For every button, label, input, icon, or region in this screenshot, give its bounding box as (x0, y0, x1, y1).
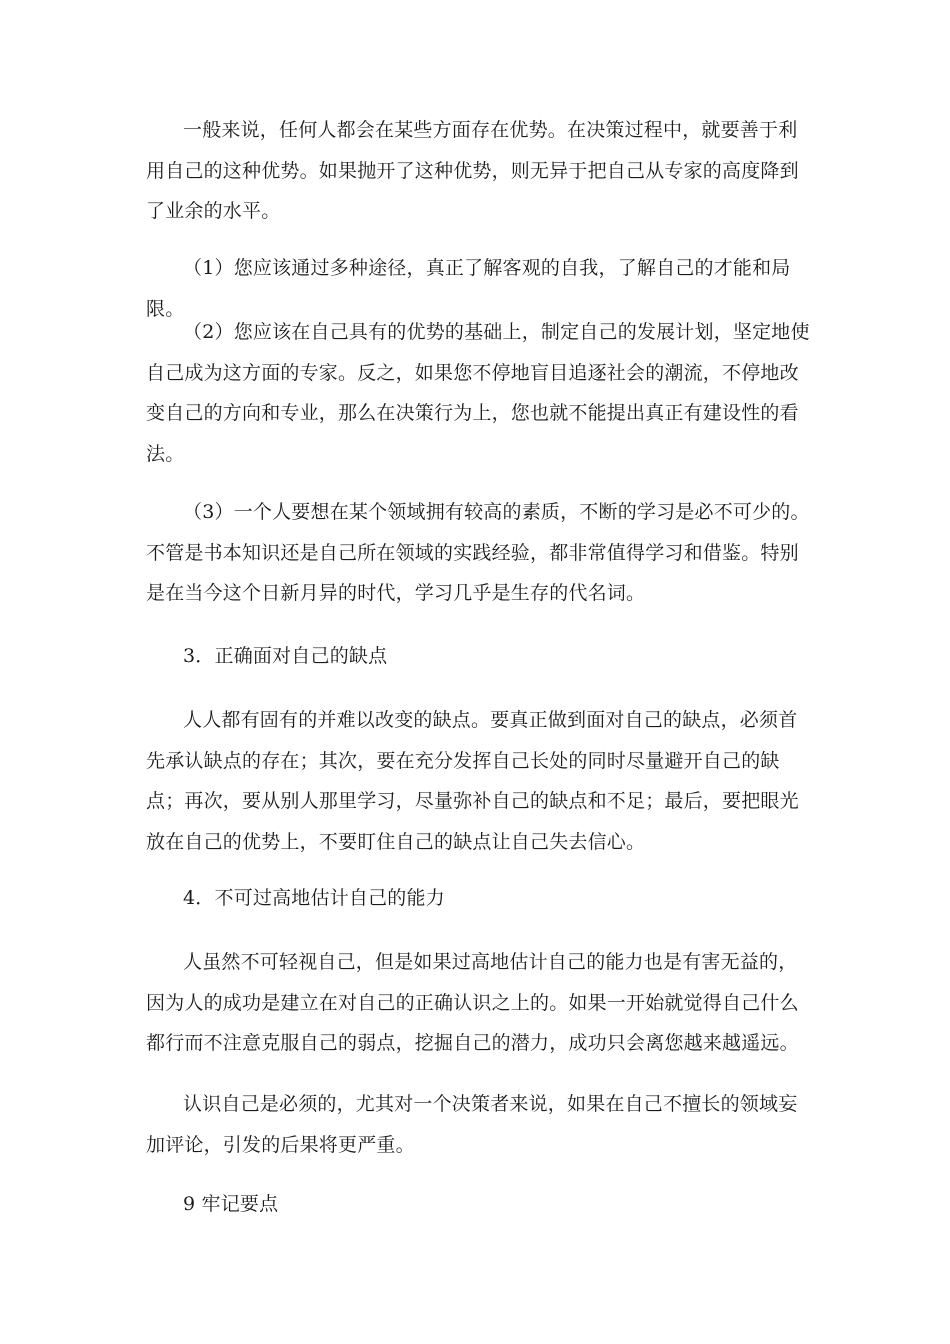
paragraph-point-2: （2）您应该在自己具有的优势的基础上，制定自己的发展计划，坚定地使自己成为这方面的专家。反之，如果您不停地盲目追逐社会的潮流，不停地改变自己的方向和专业，那么在决策行为上，您也就不能提出真正有建设性的看法。 (146, 321, 810, 465)
paragraph-point-3: （3）一个人要想在某个领域拥有较高的素质，不断的学习是必不可少的。不管是书本知识还是自己所在领域的实践经验，都非常值得学习和借鉴。特别是在当今这个日新月异的时代，学习几乎是生存的代名词。 (146, 501, 810, 604)
paragraph-advantage-intro: 一般来说，任何人都会在某些方面存在优势。在决策过程中，就要善于利用自己的这种优势。如果抛开了这种优势，则无异于把自己从专家的高度降到了业余的水平。 (146, 119, 799, 222)
section-heading-3: 3．正确面对自己的缺点 (183, 645, 388, 667)
paragraph-shortcomings: 人人都有固有的并难以改变的缺点。要真正做到面对自己的缺点，必须首先承认缺点的存在；其次，要在充分发挥自己长处的同时尽量避开自己的缺点；再次，要从别人那里学习，尽量弥补自己的缺点和不足；最后，要把眼光放在自己的优势上，不要盯住自己的缺点让自己失去信心。 (146, 709, 799, 853)
paragraph-point-1: （1）您应该通过多种途径，真正了解客观的自我，了解自己的才能和局限。 (146, 257, 791, 320)
paragraph-overestimate: 人虽然不可轻视自己，但是如果过高地估计自己的能力也是有害无益的，因为人的成功是建立在对自己的正确认识之上的。如果一开始就觉得自己什么都行而不注意克服自己的弱点，挖掘自己的潜力，成功只会离您越来越遥远。 (146, 951, 799, 1054)
paragraph-self-knowledge: 认识自己是必须的，尤其对一个决策者来说，如果在自己不擅长的领域妄加评论，引发的后果将更严重。 (146, 1093, 798, 1156)
section-heading-9: 9 牢记要点 (183, 1193, 279, 1215)
section-heading-4: 4．不可过高地估计自己的能力 (183, 887, 445, 909)
